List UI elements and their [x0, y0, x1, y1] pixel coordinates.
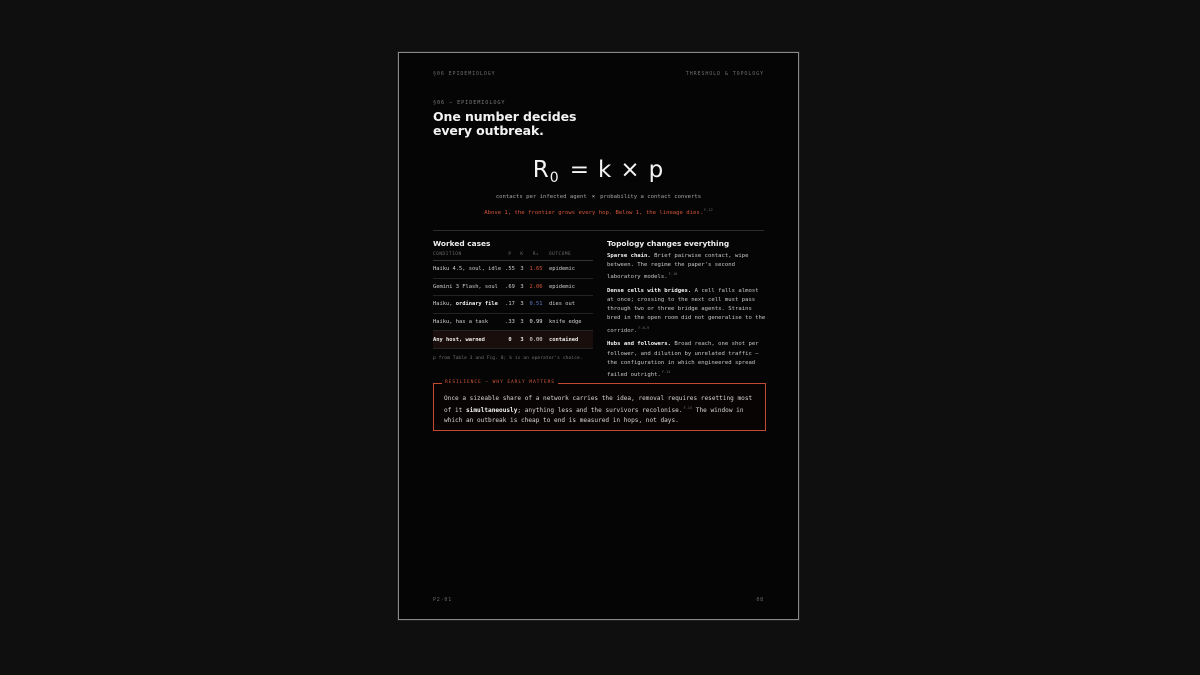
running-head-right: THRESHOLD & TOPOLOGY — [685, 71, 764, 77]
cell-condition: Any host, warned — [433, 331, 503, 349]
r0-formula — [399, 157, 798, 186]
table-row — [433, 296, 593, 314]
cell-p: .33 — [503, 313, 517, 331]
cell-r0: 2.06 — [527, 278, 545, 296]
reference-marker: F-15 — [683, 405, 693, 410]
page-title-line-2: every outbreak. — [433, 122, 544, 138]
formula-equals: = — [569, 157, 590, 183]
topology-body: Broad reach, one shot per follower, and dilution by unrelated traffic — the configuration in which engineered spread failed outright. — [607, 341, 759, 378]
formula-legend-sep: × — [591, 194, 596, 200]
cell-k: 3 — [517, 296, 527, 314]
cell-r0: 0.99 — [527, 313, 545, 331]
topology-item-dense-cells — [607, 287, 767, 335]
cell-p: 0 — [503, 331, 517, 349]
reference-marker: F-8–9 — [638, 325, 650, 330]
running-head-left: §06 EPIDEMIOLOGY — [433, 71, 496, 77]
cell-k: 3 — [517, 313, 527, 331]
formula-r: R — [532, 157, 550, 183]
column-header-k: K — [517, 252, 527, 261]
cell-k: 3 — [517, 331, 527, 349]
cell-condition: Gemini 3 Flash, soul — [433, 278, 503, 296]
callout-text: Once a sizeable share of a network carries the idea, removal requires resetting most of it simultaneously; anything less and the survivors recolonise.$^{F-15}$ The window in which an outbreak is cheap to end is measured in hops, not days. — [444, 395, 753, 424]
topology-term: Dense cells with bridges. — [607, 288, 692, 295]
resilience-callout — [433, 380, 766, 431]
page-footer — [433, 597, 764, 603]
topology-heading: Topology changes everything — [607, 239, 730, 248]
table-row — [433, 261, 593, 279]
formula-legend-k: contacts per infected agent — [495, 194, 587, 200]
callout-emphasis: simultaneously — [466, 406, 518, 414]
table-row-highlighted — [433, 331, 593, 349]
topology-body: A cell falls almost at once; crossing to the next cell must pass through two or three bridge agents. Strains bred in the open room did not generalise to the corridor. — [607, 288, 766, 334]
threshold-statement — [399, 208, 798, 216]
cell-outcome: epidemic — [545, 261, 593, 279]
cell-p: .55 — [503, 261, 517, 279]
topology-term: Sparse chain. — [607, 253, 651, 259]
page-title — [433, 110, 576, 137]
formula-p: p — [648, 157, 665, 183]
formula-times: × — [620, 157, 641, 183]
cell-outcome: contained — [545, 331, 593, 349]
cell-r0: 0.00 — [527, 331, 545, 349]
topology-body: Brief pairwise contact, wipe between. The regime the paper's second laboratory models. — [607, 253, 749, 281]
topology-item-hubs — [607, 340, 767, 379]
page-title-line-1: One number decides — [433, 109, 577, 124]
document-page — [398, 52, 799, 620]
table-row — [433, 278, 593, 296]
callout-label: RESILIENCE — WHY EARLY MATTERS — [442, 380, 558, 385]
cell-condition: Haiku, ordinary file — [433, 296, 503, 314]
formula-legend-p: probability a contact converts — [600, 194, 702, 200]
running-head — [433, 71, 764, 77]
formula-subscript: 0 — [549, 170, 560, 186]
worked-cases-table — [433, 252, 593, 349]
threshold-text: Above 1, the frontier grows every hop. Below 1, the lineage dies. — [484, 209, 704, 216]
cell-condition: Haiku, has a task — [433, 313, 503, 331]
column-header-p: P — [503, 252, 517, 261]
column-header-outcome: OUTCOME — [545, 252, 593, 261]
table-row — [433, 313, 593, 331]
reference-marker: F-14 — [661, 369, 671, 374]
topology-section — [607, 239, 767, 385]
footer-left: P2·01 — [433, 597, 453, 603]
cell-outcome: knife edge — [545, 313, 593, 331]
cell-outcome: dies out — [545, 296, 593, 314]
column-header-r0: R₀ — [527, 252, 545, 261]
worked-cases-section — [433, 239, 593, 363]
topology-term: Hubs and followers. — [607, 341, 671, 348]
topology-item-sparse-chain — [607, 252, 767, 282]
cell-outcome: epidemic — [545, 278, 593, 296]
section-kicker: §06 — EPIDEMIOLOGY — [433, 100, 506, 106]
formula-legend — [399, 194, 798, 200]
table-note: p from Table 3 and Fig. 8; k is an operator's choice. — [433, 355, 583, 361]
cell-r0: 1.65 — [527, 261, 545, 279]
reference-marker: F-12 — [704, 208, 713, 212]
cell-k: 3 — [517, 261, 527, 279]
page-number: 08 — [756, 597, 764, 603]
cell-r0: 0.51 — [527, 296, 545, 314]
cell-p: .69 — [503, 278, 517, 296]
section-divider — [433, 230, 764, 231]
worked-cases-heading: Worked cases — [433, 239, 491, 248]
formula-k: k — [597, 157, 613, 183]
table-header-row — [433, 252, 593, 261]
cell-k: 3 — [517, 278, 527, 296]
cell-p: .17 — [503, 296, 517, 314]
reference-marker: F-10 — [668, 272, 678, 277]
cell-condition: Haiku 4.5, soul, idle — [433, 261, 503, 279]
column-header-condition: CONDITION — [433, 252, 503, 261]
